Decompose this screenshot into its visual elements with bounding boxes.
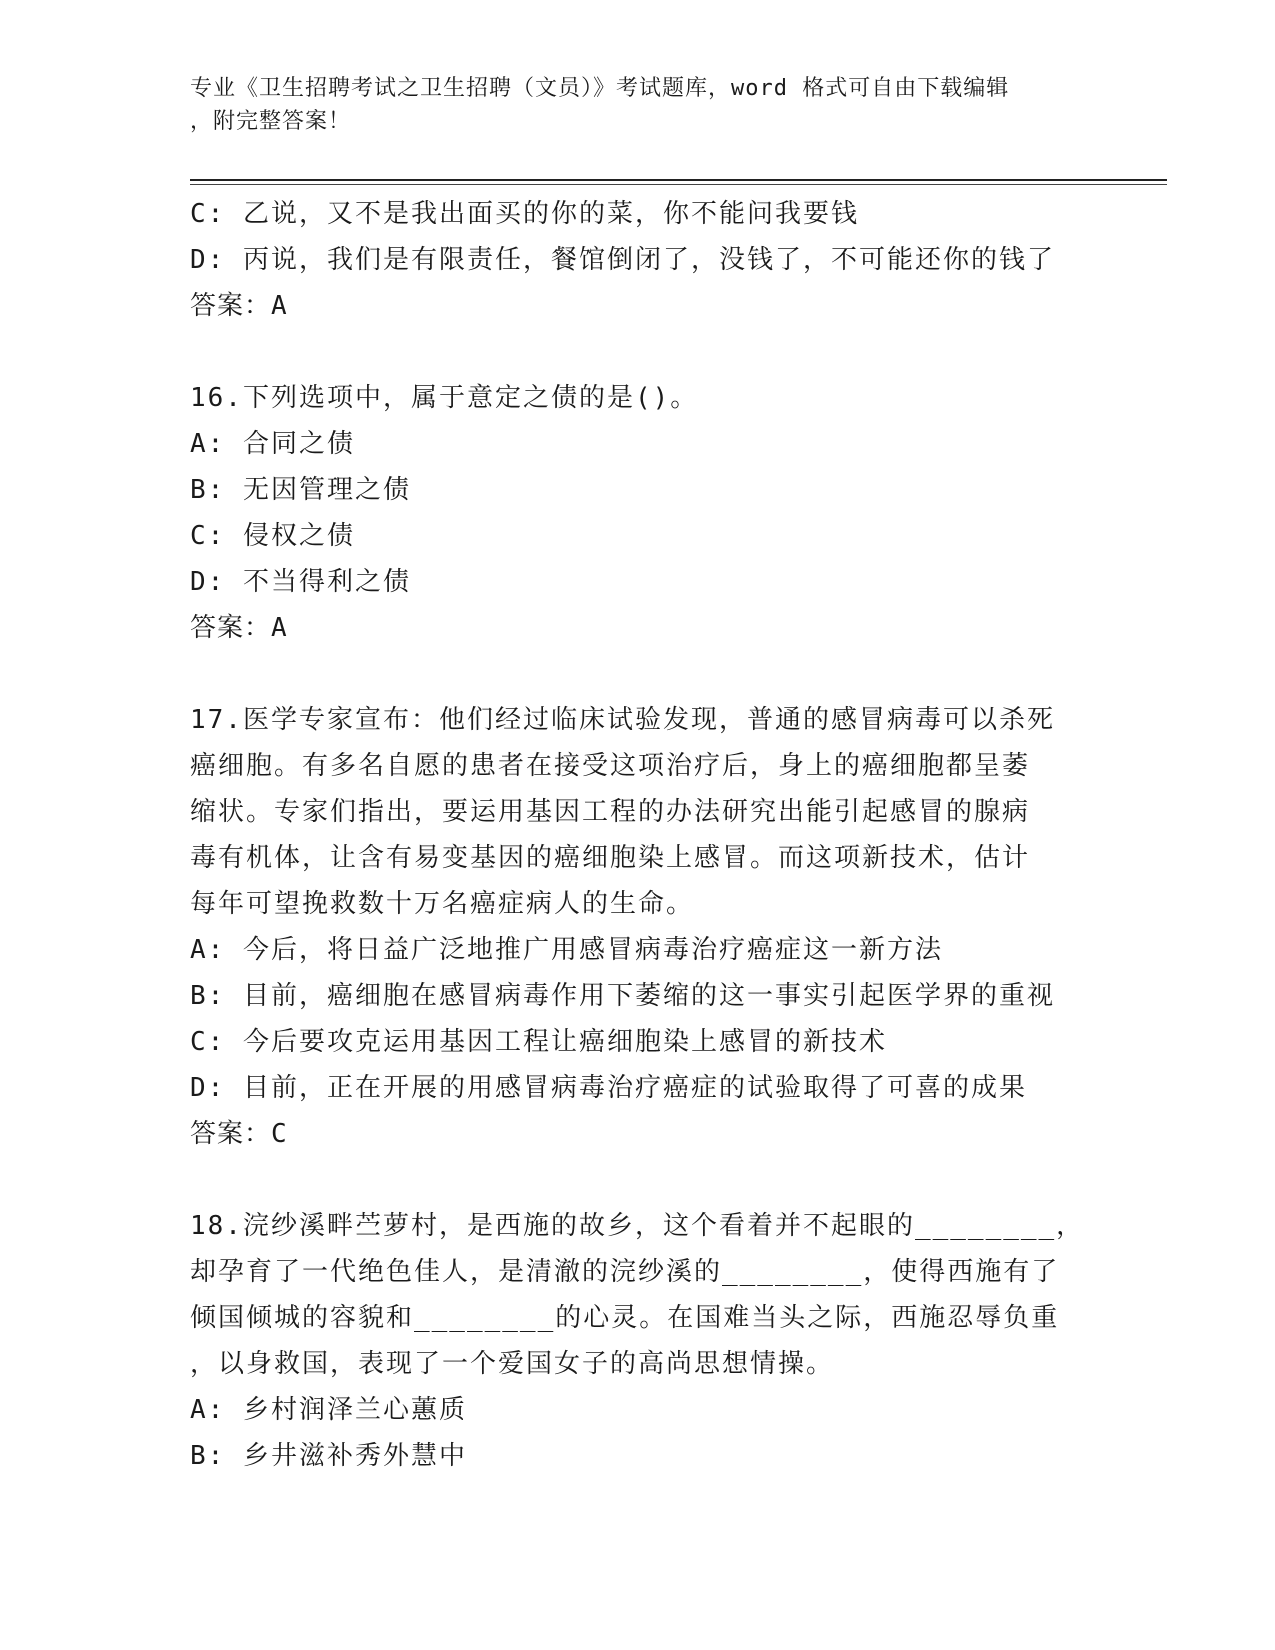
spacer xyxy=(190,651,1090,697)
q16-option-a: A: 合同之债 xyxy=(190,429,355,459)
question-16 xyxy=(190,375,1090,651)
q18-option-a: A: 乡村润泽兰心蕙质 xyxy=(190,1395,467,1425)
q16-option-c: C: 侵权之债 xyxy=(190,521,355,551)
question-17 xyxy=(190,697,1090,1157)
q18-option-b: B: 乡井滋补秀外慧中 xyxy=(190,1441,467,1471)
q17-stem-line: 缩状。专家们指出，要运用基因工程的办法研究出能引起感冒的腺病 xyxy=(190,797,1031,827)
header-line-1: 专业《卫生招聘考试之卫生招聘（文员）》考试题库，word 格式可自由下载编辑 xyxy=(190,76,1010,101)
header-rule-thick xyxy=(190,179,1167,181)
spacer xyxy=(190,1157,1090,1203)
q18-stem-line: 却孕育了一代绝色佳人，是清澈的浣纱溪的________，使得西施有了 xyxy=(190,1257,1060,1287)
q17-answer: 答案：C xyxy=(190,1119,288,1149)
q17-option-d: D: 目前，正在开展的用感冒病毒治疗癌症的试验取得了可喜的成果 xyxy=(190,1073,1027,1103)
document-body xyxy=(190,191,1090,1479)
q17-stem-line: 每年可望挽救数十万名癌症病人的生命。 xyxy=(190,889,695,919)
q18-stem-line: 18.浣纱溪畔苎萝村，是西施的故乡，这个看着并不起眼的________， xyxy=(190,1211,1085,1241)
question-15 xyxy=(190,191,1090,329)
q17-stem-line: 癌细胞。有多名自愿的患者在接受这项治疗后，身上的癌细胞都呈萎 xyxy=(190,751,1031,781)
q17-option-c: C: 今后要攻克运用基因工程让癌细胞染上感冒的新技术 xyxy=(190,1027,887,1057)
header-line-2: ，附完整答案！ xyxy=(190,109,352,134)
q17-option-b: B: 目前，癌细胞在感冒病毒作用下萎缩的这一事实引起医学界的重视 xyxy=(190,981,1055,1011)
header-rule-thin xyxy=(190,184,1167,185)
q15-answer: 答案：A xyxy=(190,291,288,321)
q17-option-a: A: 今后，将日益广泛地推广用感冒病毒治疗癌症这一新方法 xyxy=(190,935,943,965)
q18-stem-line: ，以身救国，表现了一个爱国女子的高尚思想情操。 xyxy=(190,1349,835,1379)
q18-stem-line: 倾国倾城的容貌和________的心灵。在国难当头之际，西施忍辱负重 xyxy=(190,1303,1060,1333)
q17-stem-line: 17.医学专家宣布：他们经过临床试验发现，普通的感冒病毒可以杀死 xyxy=(190,705,1055,735)
q17-stem-line: 毒有机体，让含有易变基因的癌细胞染上感冒。而这项新技术，估计 xyxy=(190,843,1031,873)
q16-option-b: B: 无因管理之债 xyxy=(190,475,411,505)
q15-option-c: C: 乙说，又不是我出面买的你的菜，你不能问我要钱 xyxy=(190,199,859,229)
q16-answer: 答案：A xyxy=(190,613,288,643)
question-18 xyxy=(190,1203,1090,1479)
spacer xyxy=(190,329,1090,375)
q16-stem: 16.下列选项中，属于意定之债的是()。 xyxy=(190,383,699,413)
q16-option-d: D: 不当得利之债 xyxy=(190,567,411,597)
document-header xyxy=(190,72,1090,138)
q15-option-d: D: 丙说，我们是有限责任，餐馆倒闭了，没钱了，不可能还你的钱了 xyxy=(190,245,1055,275)
